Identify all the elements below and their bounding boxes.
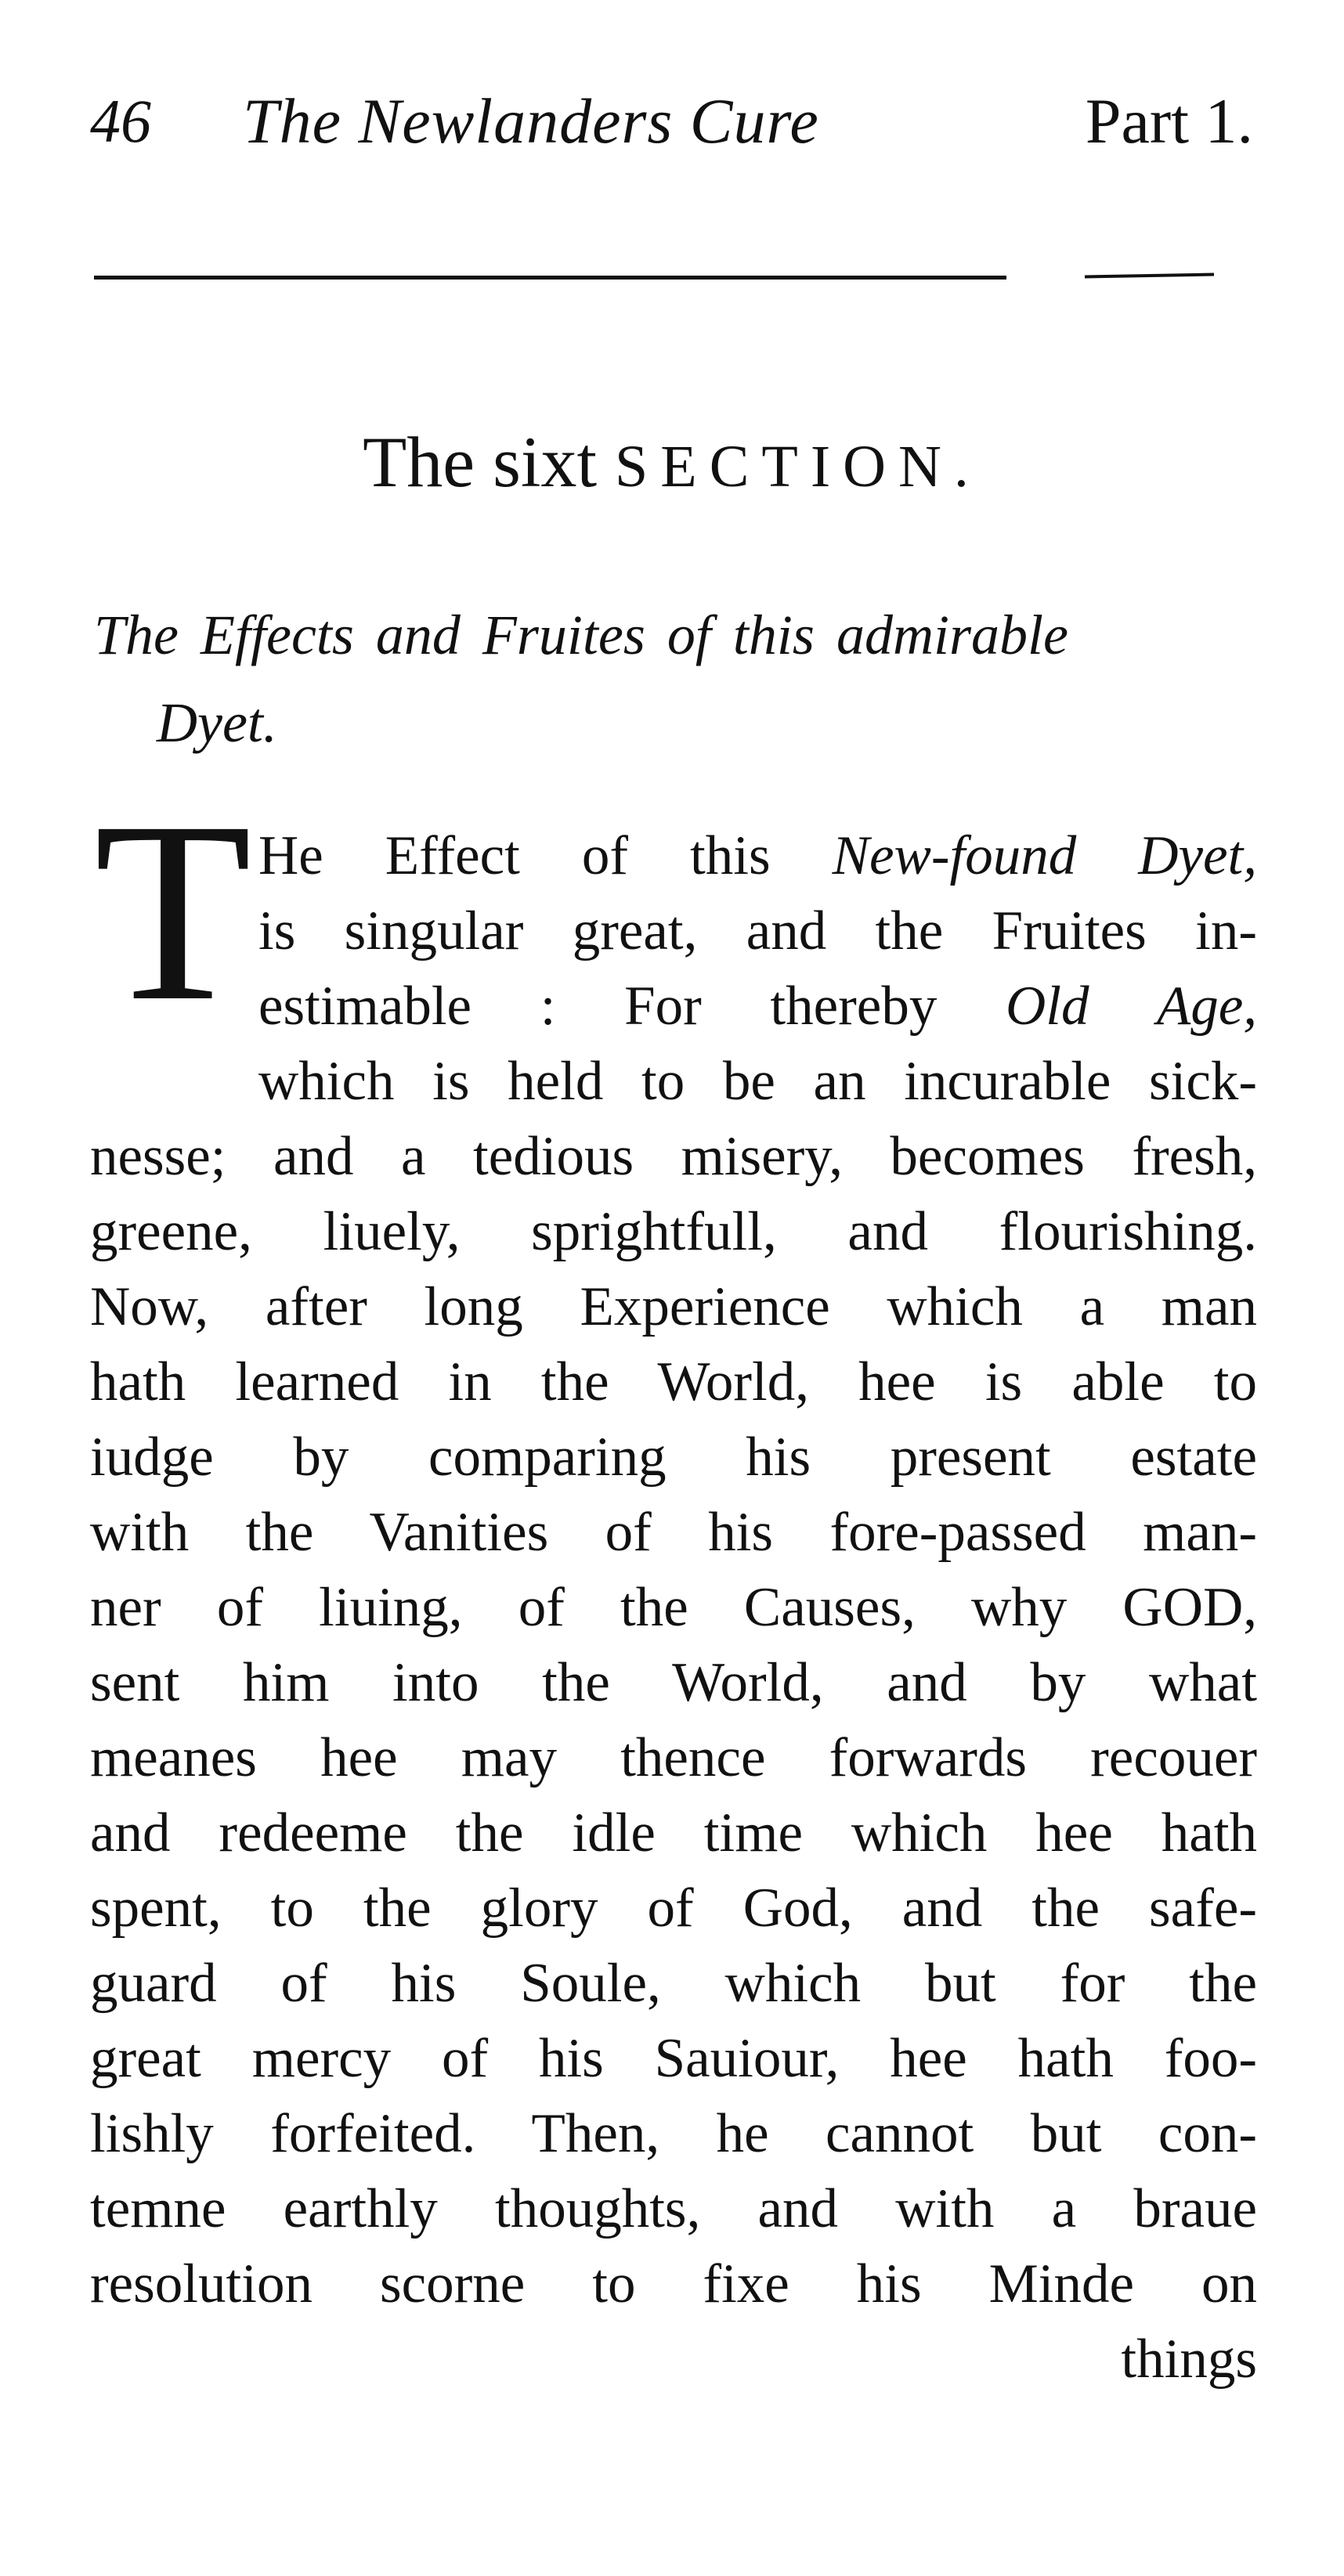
body-line: temne earthly thoughts, and with a braue [90, 2178, 1257, 2239]
body-line: things [1121, 2329, 1257, 2390]
body-line: with the Vanities of his fore-passed man- [90, 1502, 1257, 1563]
body-line: nesse; and a tedious misery, becomes fresh, [90, 1126, 1257, 1187]
subheading-line-2: Dyet. [157, 691, 277, 754]
body-line: resolution scorne to fixe his Minde on [90, 2253, 1257, 2314]
body-line: iudge by comparing his present estate [90, 1427, 1257, 1488]
section-heading-prefix: The sixt [363, 422, 598, 502]
body-line: guard of his Soule, which but for the [90, 1953, 1257, 2014]
part-label: Part 1. [1085, 85, 1253, 157]
body-line: great mercy of his Sauiour, hee hath foo- [90, 2028, 1257, 2089]
section-heading-word: SECTION. [615, 434, 981, 500]
body-line: and redeeme the idle time which hee hath [90, 1802, 1257, 1863]
body-line: meanes hee may thence forwards recouer [90, 1727, 1257, 1788]
body-line: which is held to be an incurable sick- [258, 1051, 1257, 1112]
running-head [90, 78, 1253, 164]
body-line: ner of liuing, of the Causes, why GOD, [90, 1577, 1257, 1638]
page-number: 46 [90, 87, 151, 155]
body-line: Now, after long Experience which a man [90, 1276, 1257, 1337]
body-text [90, 818, 1257, 2397]
header-rule [94, 276, 1006, 280]
drop-cap: T [94, 769, 252, 1055]
subheading-line-1: The Effects and Fruites of this admirable [94, 604, 1068, 666]
body-line: lishly forfeited. Then, he cannot but con- [90, 2103, 1257, 2164]
body-line: greene, liuely, sprightfull, and flourishing. [90, 1201, 1257, 1262]
header-rule-tail [1085, 273, 1214, 279]
body-line: hath learned in the World, hee is able to [90, 1351, 1257, 1412]
section-heading [0, 415, 1344, 514]
section-subheading [94, 591, 1253, 767]
body-line: estimable : For thereby Old Age, [258, 976, 1257, 1037]
body-line: He Effect of this New-found Dyet, [258, 825, 1258, 886]
body-line: spent, to the glory of God, and the safe- [90, 1878, 1257, 1939]
body-line: is singular great, and the Fruites in- [258, 900, 1257, 961]
body-line: sent him into the World, and by what [90, 1652, 1257, 1713]
running-title: The Newlanders Cure [243, 85, 819, 157]
